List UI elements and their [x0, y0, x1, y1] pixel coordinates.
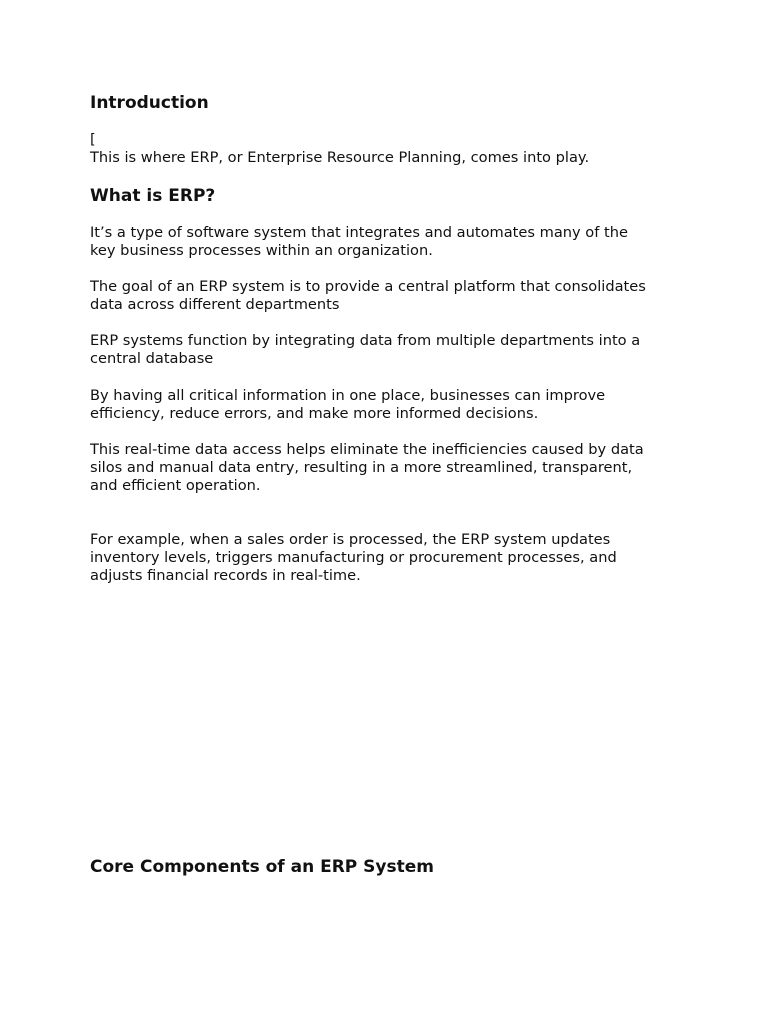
paragraph-function: ERP systems function by integrating data from multiple departments into a central database — [90, 332, 641, 368]
intro-paragraph: This is where ERP, or Enterprise Resource Planning, comes into play. — [90, 149, 590, 166]
core-components-heading: Core Components of an ERP System — [90, 857, 434, 877]
paragraph-example: For example, when a sales order is processed, the ERP system updates inventory levels, triggers manufacturing or procurement processes, and adjusts financial records in real-time. — [90, 531, 617, 585]
paragraph-goal: The goal of an ERP system is to provide a central platform that consolidates data across different departments — [90, 278, 646, 314]
what-is-erp-heading: What is ERP? — [90, 186, 216, 206]
intro-bracket-text: [ — [90, 131, 96, 148]
paragraph-definition: It’s a type of software system that integrates and automates many of the key business processes within an organization. — [90, 224, 628, 260]
paragraph-benefits: By having all critical information in one place, businesses can improve efficiency, reduce errors, and make more informed decisions. — [90, 387, 606, 423]
introduction-heading: Introduction — [90, 93, 209, 113]
paragraph-real-time-access: This real-time data access helps eliminate the inefficiencies caused by data silos and manual data entry, resulting in a more streamlined, transparent, and efficient operation. — [90, 441, 644, 495]
